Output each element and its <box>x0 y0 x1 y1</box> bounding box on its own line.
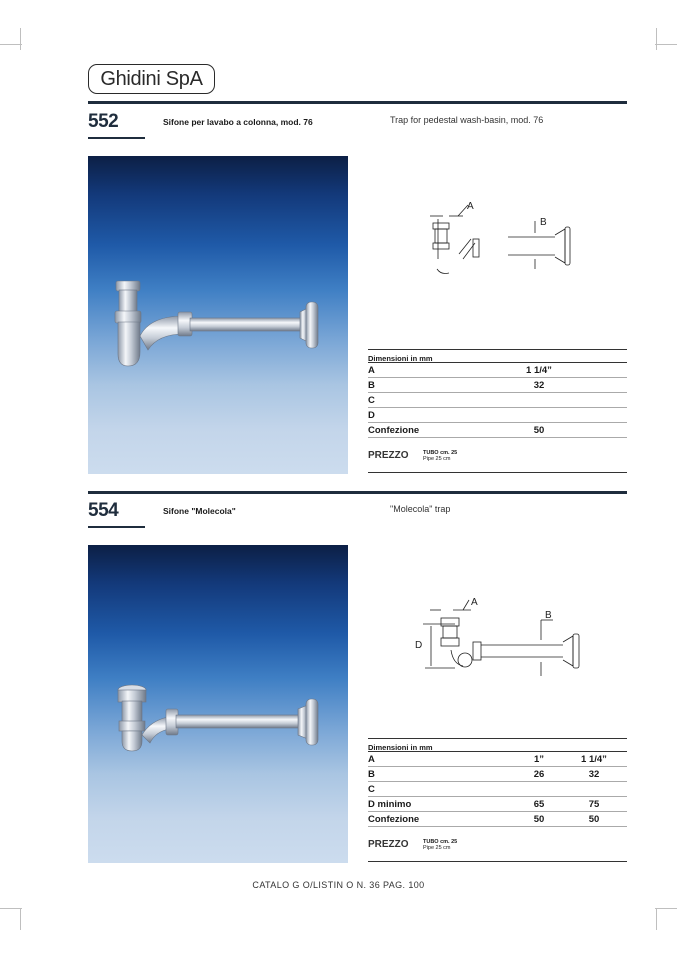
price-label: PREZZO <box>368 839 409 850</box>
crop-mark <box>20 28 21 50</box>
technical-diagram <box>413 199 613 299</box>
crop-mark <box>0 908 22 909</box>
row-label: A <box>368 754 375 765</box>
table-header: Dimensioni in mm <box>368 349 627 363</box>
page-footer: CATALO G O/LISTIN O N. 36 PAG. 100 <box>252 880 425 890</box>
crop-mark <box>655 908 677 909</box>
row-value: 1 1/4” <box>526 365 552 376</box>
table-row <box>368 812 627 827</box>
product-code-underline <box>88 526 145 528</box>
table-row <box>368 378 627 393</box>
diagram-label-a: A <box>471 597 478 608</box>
row-value: 75 <box>588 799 600 810</box>
row-label: C <box>368 395 375 406</box>
product-title-english: Trap for pedestal wash-basin, mod. 76 <box>390 115 544 125</box>
table-row <box>368 363 627 378</box>
row-label: D minimo <box>368 799 412 810</box>
price-note: Pipe 25 cm <box>423 456 451 462</box>
row-value: 32 <box>533 380 545 391</box>
dimensions-table <box>368 349 627 438</box>
row-value: 50 <box>533 814 545 825</box>
price-note: TUBO cm. 25 <box>423 450 458 456</box>
product-section-554 <box>88 500 627 870</box>
row-label: B <box>368 769 375 780</box>
product-title-italian: Sifone per lavabo a colonna, mod. 76 <box>163 117 313 127</box>
price-label: PREZZO <box>368 450 409 461</box>
row-label: Confezione <box>368 425 420 436</box>
trap-illustration <box>88 545 348 863</box>
table-row <box>368 797 627 812</box>
table-row <box>368 782 627 797</box>
dimensions-table <box>368 738 627 827</box>
crop-mark <box>656 28 657 50</box>
row-value: 32 <box>588 769 600 780</box>
table-header: Dimensioni in mm <box>368 738 627 752</box>
diagram-label-b: B <box>545 610 552 621</box>
product-code: 554 <box>88 500 119 521</box>
table-row <box>368 423 627 438</box>
diagram-label-d: D <box>415 640 423 651</box>
row-label: C <box>368 784 375 795</box>
row-value: 1 1/4” <box>581 754 607 765</box>
diagram-label-a: A <box>467 201 474 212</box>
row-value: 50 <box>588 814 600 825</box>
product-code-underline <box>88 137 145 139</box>
price-block <box>368 443 627 473</box>
technical-diagram <box>413 590 613 690</box>
product-code: 552 <box>88 111 119 132</box>
crop-mark <box>20 908 21 930</box>
trap-illustration <box>88 156 348 474</box>
product-photo <box>88 156 348 474</box>
diagram-label-b: B <box>540 217 547 228</box>
brand-logo-text: Ghidini SpA <box>100 67 203 90</box>
section-rule <box>88 491 627 494</box>
product-title-english: "Molecola" trap <box>390 504 451 514</box>
price-note: TUBO cm. 25 <box>423 839 458 845</box>
row-label: B <box>368 380 375 391</box>
row-value: 65 <box>533 799 545 810</box>
product-title-italian: Sifone "Molecola" <box>163 506 236 516</box>
table-row <box>368 752 627 767</box>
price-note: Pipe 25 cm <box>423 845 451 851</box>
price-block <box>368 832 627 862</box>
product-section-552 <box>88 111 627 481</box>
table-row <box>368 408 627 423</box>
table-row <box>368 767 627 782</box>
row-value: 50 <box>533 425 545 436</box>
row-value: 1” <box>533 754 545 765</box>
crop-mark <box>655 44 677 45</box>
row-label: Confezione <box>368 814 420 825</box>
crop-mark <box>656 908 657 930</box>
product-photo <box>88 545 348 863</box>
header-rule <box>88 101 627 104</box>
row-value: 26 <box>533 769 545 780</box>
row-label: A <box>368 365 375 376</box>
row-label: D <box>368 410 375 421</box>
brand-logo <box>88 64 215 94</box>
crop-mark <box>0 44 22 45</box>
table-row <box>368 393 627 408</box>
